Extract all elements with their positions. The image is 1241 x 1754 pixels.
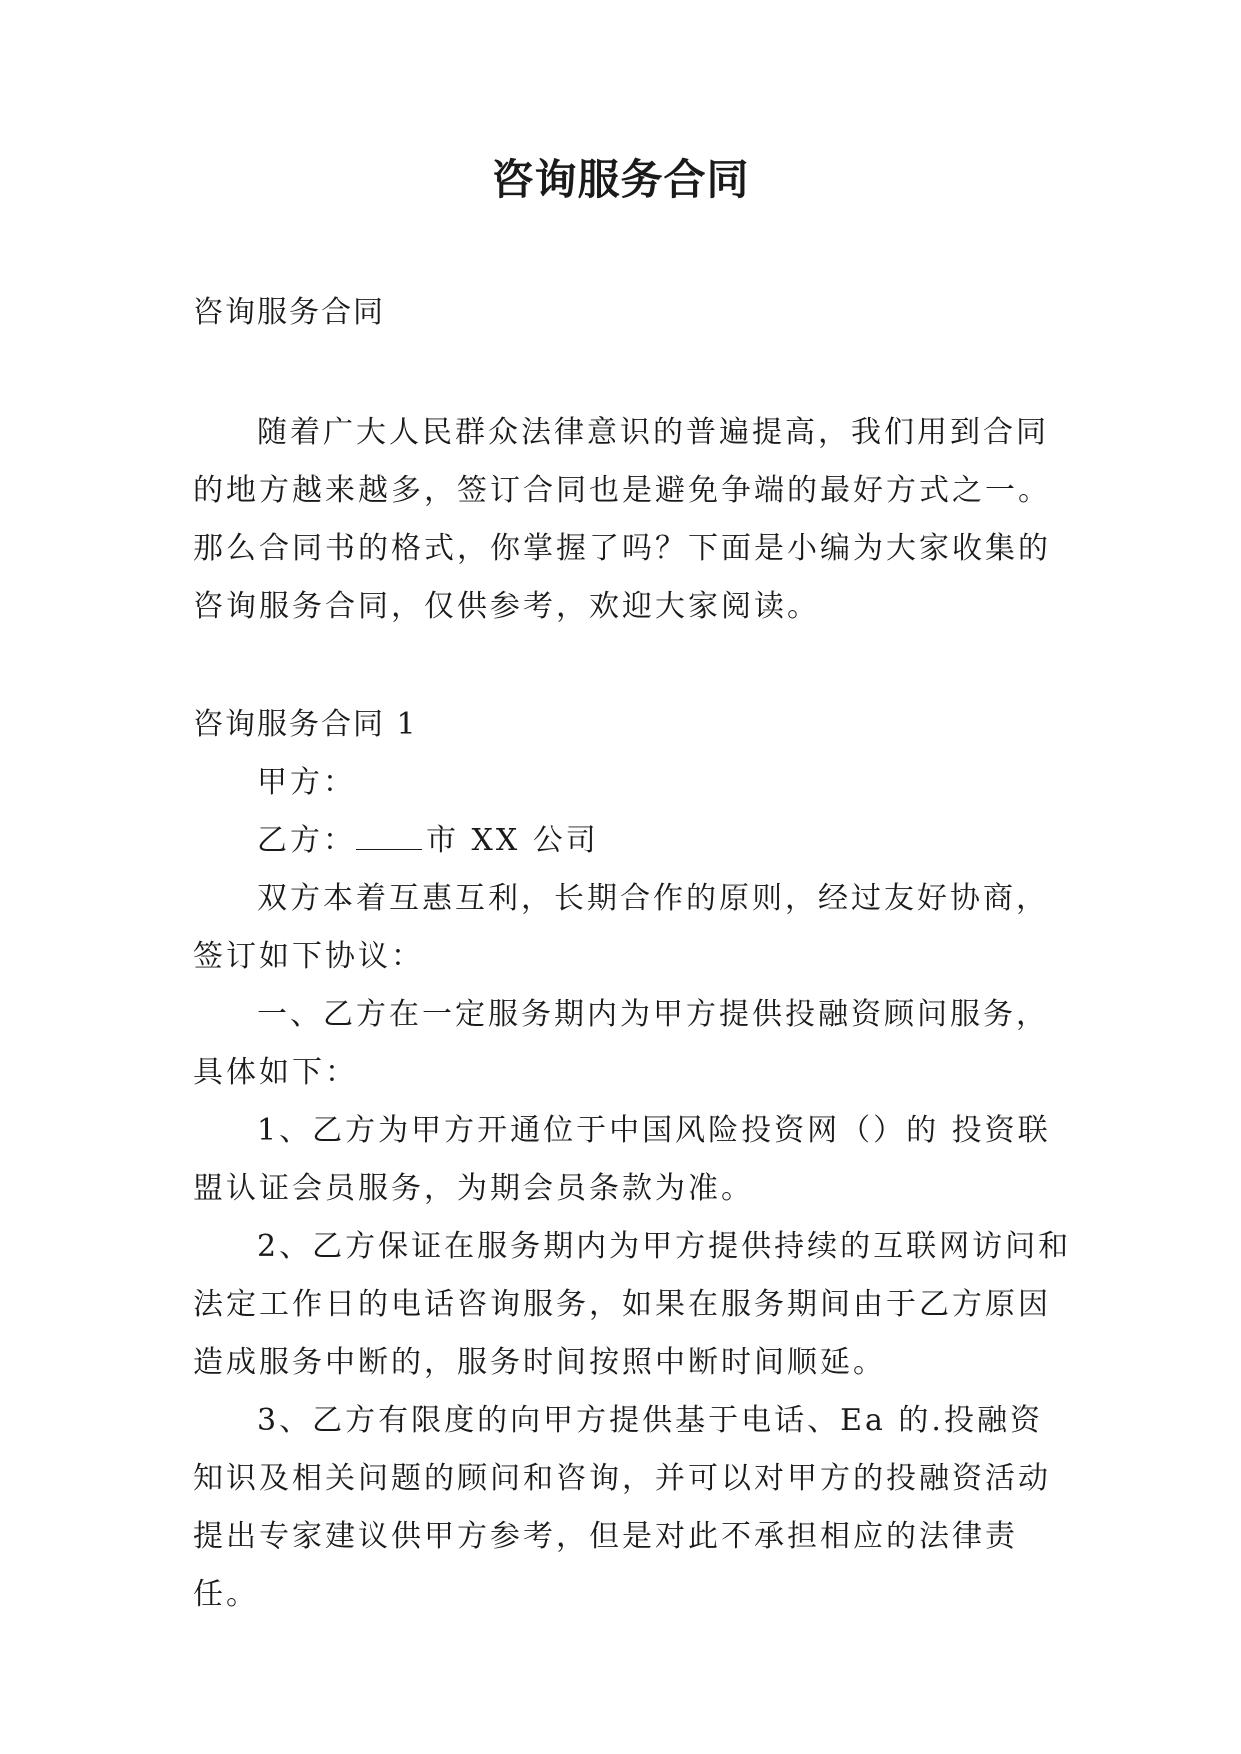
clause-1-paragraph: 一、乙方在一定服务期内为甲方提供投融资顾问服务，具体如下： [193,997,1049,1090]
contract-section [193,696,1073,1624]
item-3-paragraph: 3、乙方有限度的向甲方提供基于电话、Ea 的.投融资知识及相关问题的顾问和咨询，并可以对甲方的投融资活动提出专家建议供甲方参考，但是对此不承担相应的法律责任。 [193,1403,1051,1612]
intro-paragraph: 随着广大人民群众法律意识的普遍提高，我们用到合同的地方越来越多，签订合同也是避免争端的最好方式之一。那么合同书的格式，你掌握了吗？下面是小编为大家收集的咨询服务合同，仅供参考，欢迎大家阅读。 [193,415,1051,624]
party-b-label: 乙方： [257,823,356,858]
section-heading: 咨询服务合同 1 [193,707,418,742]
party-b-blank [356,819,422,850]
party-a-line: 甲方： [257,765,356,800]
preamble-paragraph: 双方本着互惠互利，长期合作的原则，经过友好协商，签订如下协议： [193,881,1049,974]
item-2-paragraph: 2、乙方保证在服务期内为甲方提供持续的互联网访问和法定工作日的电话咨询服务，如果在服务期间由于乙方原因造成服务中断的，服务时间按照中断时间顺延。 [193,1229,1072,1380]
item-1-paragraph: 1、乙方为甲方开通位于中国风险投资网（）的 投资联盟认证会员服务，为期会员条款为准。 [193,1113,1051,1206]
party-b-value: 市 XX 公司 [426,823,599,858]
document-title: 咨询服务合同 [491,155,750,204]
party-b-line [193,812,1073,870]
intro-section [193,404,1073,636]
document-subtitle: 咨询服务合同 [193,295,385,330]
